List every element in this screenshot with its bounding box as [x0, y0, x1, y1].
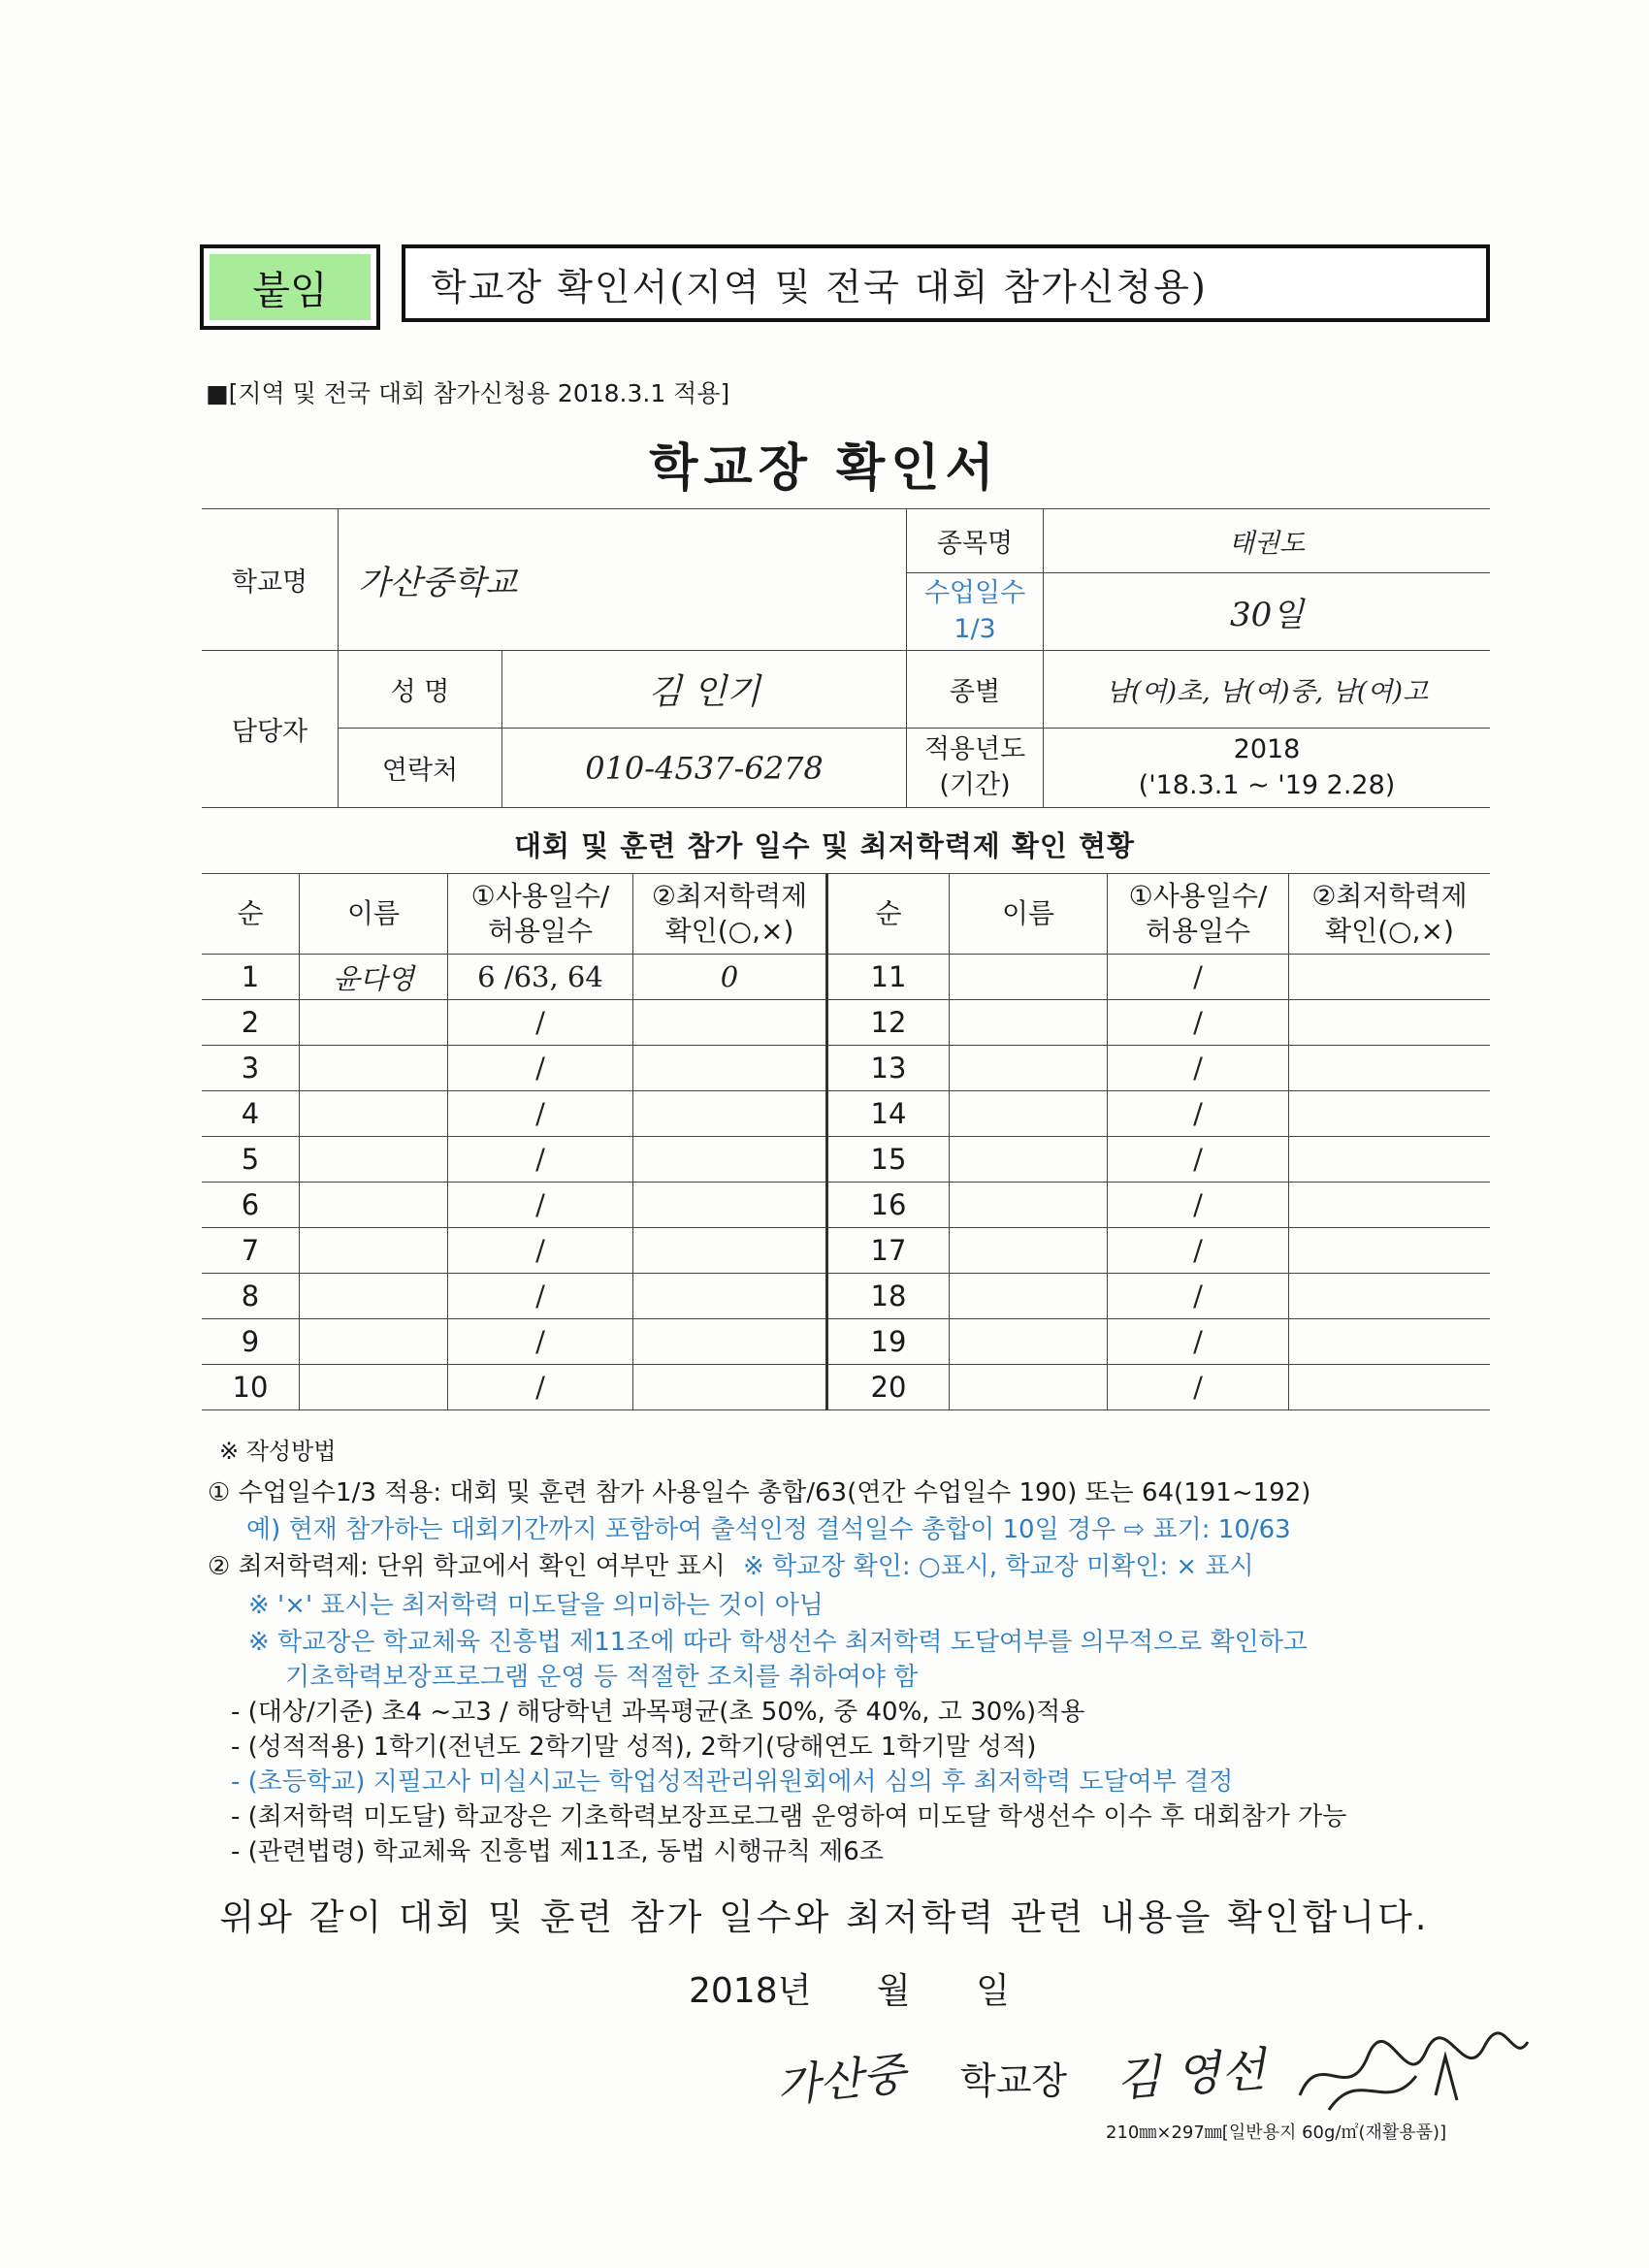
date-day: 일	[976, 1971, 1010, 2011]
row-name	[300, 1137, 448, 1183]
col-check-line1: ②최저학력제	[651, 879, 808, 912]
row-no-right: 13	[827, 1046, 950, 1091]
note-2	[208, 1546, 1254, 1582]
row-check-right	[1289, 1091, 1491, 1137]
col-check-right	[1289, 874, 1491, 955]
row-no-right: 12	[827, 1000, 950, 1046]
row-name-right	[950, 1183, 1108, 1228]
school-value: 가산중학교	[339, 509, 907, 651]
col-check-right-line2: 확인(○,×)	[1325, 915, 1454, 947]
days-value: 30일	[1044, 573, 1491, 651]
row-check-right	[1289, 1319, 1491, 1365]
table-row	[202, 1183, 1490, 1228]
row-days: /	[448, 1274, 633, 1319]
row-no: 3	[202, 1046, 300, 1091]
row-check	[633, 1000, 827, 1046]
row-days-right: /	[1108, 1183, 1289, 1228]
row-days: 6 /63, 64	[448, 955, 633, 1000]
row-days-right: /	[1108, 1274, 1289, 1319]
attachment-tag-label: 붙임	[210, 254, 371, 320]
col-name-right: 이름	[950, 874, 1108, 955]
event-label: 종목명	[907, 509, 1044, 573]
row-name-right	[950, 1000, 1108, 1046]
row-no: 1	[202, 955, 300, 1000]
detail-1: - (대상/기준) 초4 ~고3 / 해당학년 과목평균(초 50%, 중 40%, 고 30%)적용	[231, 1698, 1085, 1727]
row-name	[300, 1183, 448, 1228]
note-2b: ※ 학교장 확인: ○표시, 학교장 미확인: × 표시	[743, 1552, 1254, 1581]
row-name	[300, 1228, 448, 1274]
note-4b: 기초학력보장프로그램 운영 등 적절한 조치를 취하여야 함	[285, 1663, 919, 1692]
row-no-right: 15	[827, 1137, 950, 1183]
year-label-line1: 적용년도	[923, 734, 1026, 765]
table-row	[202, 1046, 1490, 1091]
table-row	[202, 1365, 1490, 1410]
row-no-right: 14	[827, 1091, 950, 1137]
note-1b: 예) 현재 참가하는 대회기간까지 포함하여 출석인정 결석일수 총합이 10일 경우 ⇨ 표기: 10/63	[246, 1515, 1291, 1544]
row-check-right	[1289, 1365, 1491, 1410]
col-check-right-line1: ②최저학력제	[1311, 879, 1468, 912]
row-no-right: 20	[827, 1365, 950, 1410]
row-days: /	[448, 1137, 633, 1183]
info-table	[202, 508, 1490, 808]
detail-2: - (성적적용) 1학기(전년도 2학기말 성적), 2학기(당해연도 1학기말 성적)	[231, 1733, 1037, 1762]
row-name-right	[950, 1274, 1108, 1319]
col-days	[448, 874, 633, 955]
row-days-right: /	[1108, 955, 1289, 1000]
note-4a: ※ 학교장은 학교체육 진흥법 제11조에 따라 학생선수 최저학력 도달여부를 의무적으로 확인하고	[248, 1628, 1308, 1657]
col-days-right	[1108, 874, 1289, 955]
row-name-right	[950, 1046, 1108, 1091]
contact-value: 010-4537-6278	[502, 729, 907, 808]
row-name-right	[950, 955, 1108, 1000]
participation-table	[202, 873, 1490, 1410]
row-days: /	[448, 1365, 633, 1410]
row-name-right	[950, 1137, 1108, 1183]
row-check-right	[1289, 1000, 1491, 1046]
col-days-line2: 허용일수	[487, 915, 594, 947]
col-check	[633, 874, 827, 955]
table-row	[202, 1274, 1490, 1319]
row-check-right	[1289, 1228, 1491, 1274]
year-label-line2: (기간)	[939, 769, 1011, 800]
notes-heading: ※ 작성방법	[219, 1438, 337, 1465]
detail-5: - (관련법령) 학교체육 진흥법 제11조, 동법 시행규칙 제6조	[231, 1837, 884, 1866]
row-name	[300, 1319, 448, 1365]
section-title: 대회 및 훈련 참가 일수 및 최저학력제 확인 현황	[513, 829, 1136, 862]
days-label-line1: 수업일수	[923, 578, 1026, 609]
row-check	[633, 1365, 827, 1410]
row-name	[300, 1365, 448, 1410]
row-days-right: /	[1108, 1319, 1289, 1365]
event-value: 태권도	[1044, 509, 1491, 573]
row-no: 6	[202, 1183, 300, 1228]
row-days-right: /	[1108, 1137, 1289, 1183]
row-days-right: /	[1108, 1365, 1289, 1410]
row-name	[300, 1274, 448, 1319]
name-label: 성 명	[339, 651, 502, 729]
days-label-line2: 1/3	[954, 613, 996, 644]
detail-3: - (초등학교) 지필고사 미실시교는 학업성적관리위원회에서 심의 후 최저학력 도달여부 결정	[231, 1767, 1234, 1797]
date-month: 월	[876, 1971, 911, 2011]
confirmation-statement: 위와 같이 대회 및 훈련 참가 일수와 최저학력 관련 내용을 확인합니다.	[219, 1896, 1430, 1938]
col-no-right: 순	[827, 874, 950, 955]
year-value-line1: 2018	[1233, 734, 1301, 765]
note-1a	[208, 1473, 1310, 1508]
applicability-note: ■[지역 및 전국 대회 참가신청용 2018.3.1 적용]	[206, 379, 730, 407]
row-name-right	[950, 1091, 1108, 1137]
gender-value: 남(여)초, 남(여)중, 남(여)고	[1044, 651, 1491, 729]
row-check-right	[1289, 1137, 1491, 1183]
row-check	[633, 1319, 827, 1365]
col-no: 순	[202, 874, 300, 955]
attachment-tag	[200, 244, 380, 330]
detail-4: - (최저학력 미도달) 학교장은 기초학력보장프로그램 운영하여 미도달 학생선수 이수 후 대회참가 가능	[231, 1802, 1347, 1831]
row-no: 10	[202, 1365, 300, 1410]
col-days-line1: ①사용일수/	[470, 879, 610, 912]
row-days: /	[448, 1000, 633, 1046]
row-check	[633, 1228, 827, 1274]
row-no-right: 18	[827, 1274, 950, 1319]
row-no-right: 11	[827, 955, 950, 1000]
table-row	[202, 1319, 1490, 1365]
row-name	[300, 1091, 448, 1137]
row-check	[633, 1091, 827, 1137]
row-no: 2	[202, 1000, 300, 1046]
col-name: 이름	[300, 874, 448, 955]
manager-label: 담당자	[202, 651, 339, 808]
row-name-right	[950, 1365, 1108, 1410]
row-check	[633, 1046, 827, 1091]
row-name	[300, 1046, 448, 1091]
row-check-right	[1289, 955, 1491, 1000]
row-no-right: 16	[827, 1183, 950, 1228]
row-days-right: /	[1108, 1000, 1289, 1046]
row-days: /	[448, 1183, 633, 1228]
row-no: 5	[202, 1137, 300, 1183]
table-row	[202, 1000, 1490, 1046]
table-row	[202, 955, 1490, 1000]
date-year: 2018년	[689, 1971, 812, 2011]
row-name-right	[950, 1228, 1108, 1274]
year-value-line2: ('18.3.1 ~ '19 2.28)	[1138, 769, 1396, 800]
document-title: 학교장 확인서	[649, 439, 1000, 498]
col-days-right-line2: 허용일수	[1145, 915, 1251, 947]
table-row	[202, 1091, 1490, 1137]
row-check-right	[1289, 1274, 1491, 1319]
row-no-right: 17	[827, 1228, 950, 1274]
row-days: /	[448, 1091, 633, 1137]
note-2a: ② 최저학력제: 단위 학교에서 확인 여부만 표시	[208, 1552, 726, 1581]
col-days-right-line1: ①사용일수/	[1128, 879, 1268, 912]
row-days-right: /	[1108, 1091, 1289, 1137]
days-label	[907, 573, 1044, 651]
row-days-right: /	[1108, 1046, 1289, 1091]
principal-label: 학교장	[960, 2059, 1068, 2102]
row-days: /	[448, 1319, 633, 1365]
row-no: 7	[202, 1228, 300, 1274]
table-row	[202, 1137, 1490, 1183]
gender-label: 종별	[907, 651, 1044, 729]
school-label: 학교명	[202, 509, 339, 651]
row-days: /	[448, 1046, 633, 1091]
row-no-right: 19	[827, 1319, 950, 1365]
school-signature: 가산중	[773, 2047, 909, 2113]
row-name: 윤다영	[300, 955, 448, 1000]
row-check-right	[1289, 1183, 1491, 1228]
table-row	[202, 1228, 1490, 1274]
name-value: 김 인기	[502, 651, 907, 729]
year-value	[1044, 729, 1491, 808]
note-1a-text: ① 수업일수1/3 적용: 대회 및 훈련 참가 사용일수 총합/63(연간 수업일수 190) 또는 64(191~192)	[208, 1478, 1311, 1507]
form-title-box: 학교장 확인서(지역 및 전국 대회 참가신청용)	[402, 244, 1490, 322]
row-days: /	[448, 1228, 633, 1274]
row-check	[633, 1183, 827, 1228]
row-name	[300, 1000, 448, 1046]
row-check	[633, 1137, 827, 1183]
contact-label: 연락처	[339, 729, 502, 808]
seal-signature-scribble	[1290, 2027, 1533, 2115]
row-check: 0	[633, 955, 827, 1000]
year-label	[907, 729, 1044, 808]
row-check-right	[1289, 1046, 1491, 1091]
row-no: 8	[202, 1274, 300, 1319]
date-line	[689, 1963, 1010, 2013]
row-name-right	[950, 1319, 1108, 1365]
row-no: 9	[202, 1319, 300, 1365]
col-check-line2: 확인(○,×)	[664, 915, 794, 947]
row-no: 4	[202, 1091, 300, 1137]
row-days-right: /	[1108, 1228, 1289, 1274]
row-check	[633, 1274, 827, 1319]
principal-signature: 김 영선	[1114, 2042, 1268, 2108]
note-3: ※ '×' 표시는 최저학력 미도달을 의미하는 것이 아님	[248, 1591, 824, 1620]
paper-spec: 210㎜×297㎜[일반용지 60g/㎡(재활용품)]	[1106, 2122, 1447, 2143]
